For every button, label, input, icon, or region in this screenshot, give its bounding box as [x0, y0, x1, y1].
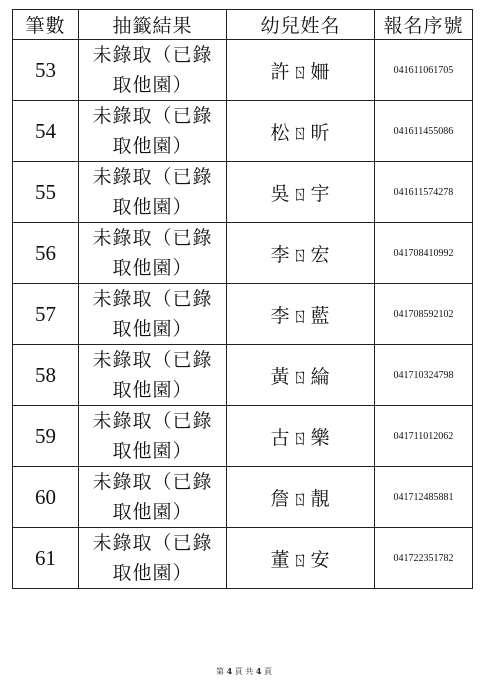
row-count-cell: 60: [13, 467, 79, 528]
row-result-cell: [79, 528, 227, 589]
result-line-1: 未錄取（已錄: [92, 227, 213, 249]
row-child-name-cell: 黃ㄖ綸: [227, 345, 375, 406]
header-count: 筆數: [13, 10, 79, 40]
row-registration-cell: 041611061705: [375, 40, 473, 101]
row-count-cell: 53: [13, 40, 79, 101]
result-line-1: 未錄取（已錄: [92, 288, 213, 310]
header-registration-number: 報名序號: [375, 10, 473, 40]
header-draw-result: 抽籤結果: [79, 10, 227, 40]
table-row: [13, 101, 473, 162]
result-line-1: 未錄取（已錄: [92, 410, 213, 432]
row-child-name-cell: 李ㄖ藍: [227, 284, 375, 345]
row-child-name-cell: 許ㄖ姍: [227, 40, 375, 101]
table-row: [13, 406, 473, 467]
row-count-cell: 61: [13, 528, 79, 589]
footer-current-page: 4: [226, 666, 233, 676]
row-child-name-cell: 松ㄖ昕: [227, 101, 375, 162]
result-line-1: 未錄取（已錄: [92, 471, 213, 493]
table-header-row: [13, 10, 473, 40]
footer-middle: 頁 共: [234, 667, 254, 676]
result-line-2: 取他園）: [112, 379, 193, 401]
result-line-1: 未錄取（已錄: [92, 349, 213, 371]
table-row: [13, 162, 473, 223]
result-line-2: 取他園）: [112, 135, 193, 157]
footer-prefix: 第: [216, 667, 225, 676]
row-registration-cell: 041712485881: [375, 467, 473, 528]
footer-suffix: 頁: [263, 667, 272, 676]
row-result-cell: [79, 345, 227, 406]
row-child-name-cell: 吳ㄖ宇: [227, 162, 375, 223]
row-child-name-cell: 詹ㄖ靚: [227, 467, 375, 528]
table-row: [13, 467, 473, 528]
row-result-cell: [79, 40, 227, 101]
row-result-cell: [79, 101, 227, 162]
row-registration-cell: 041611455086: [375, 101, 473, 162]
row-registration-cell: 041611574278: [375, 162, 473, 223]
row-child-name-cell: 李ㄖ宏: [227, 223, 375, 284]
row-count-cell: 59: [13, 406, 79, 467]
row-count-cell: 58: [13, 345, 79, 406]
row-count-cell: 56: [13, 223, 79, 284]
result-line-1: 未錄取（已錄: [92, 532, 213, 554]
footer-total-pages: 4: [255, 666, 262, 676]
row-result-cell: [79, 162, 227, 223]
header-child-name: 幼兒姓名: [227, 10, 375, 40]
result-line-1: 未錄取（已錄: [92, 105, 213, 127]
result-line-2: 取他園）: [112, 318, 193, 340]
result-line-2: 取他園）: [112, 257, 193, 279]
page-footer: [0, 666, 488, 677]
row-count-cell: 57: [13, 284, 79, 345]
row-result-cell: [79, 467, 227, 528]
result-line-2: 取他園）: [112, 501, 193, 523]
row-child-name-cell: 古ㄖ樂: [227, 406, 375, 467]
lottery-results-table: [12, 9, 473, 589]
table-row: [13, 284, 473, 345]
roster-sheet: [12, 9, 472, 589]
table-row: [13, 345, 473, 406]
table-row: [13, 528, 473, 589]
row-registration-cell: 041710324798: [375, 345, 473, 406]
row-result-cell: [79, 406, 227, 467]
row-registration-cell: 041708410992: [375, 223, 473, 284]
row-registration-cell: 041711012062: [375, 406, 473, 467]
row-registration-cell: 041722351782: [375, 528, 473, 589]
result-line-1: 未錄取（已錄: [92, 44, 213, 66]
row-registration-cell: 041708592102: [375, 284, 473, 345]
row-result-cell: [79, 223, 227, 284]
result-line-2: 取他園）: [112, 196, 193, 218]
result-line-2: 取他園）: [112, 74, 193, 96]
result-line-2: 取他園）: [112, 562, 193, 584]
result-line-1: 未錄取（已錄: [92, 166, 213, 188]
result-line-2: 取他園）: [112, 440, 193, 462]
table-row: [13, 40, 473, 101]
table-row: [13, 223, 473, 284]
row-child-name-cell: 董ㄖ安: [227, 528, 375, 589]
row-count-cell: 55: [13, 162, 79, 223]
row-result-cell: [79, 284, 227, 345]
row-count-cell: 54: [13, 101, 79, 162]
